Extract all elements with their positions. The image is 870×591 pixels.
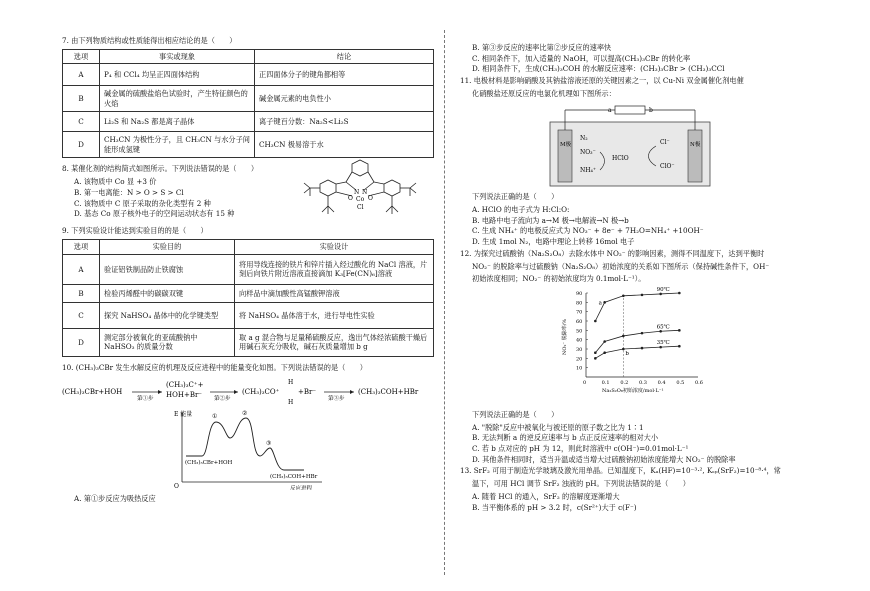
chart-point xyxy=(678,329,681,332)
svg-text:N: N xyxy=(362,189,368,197)
energy-peak3: ③ xyxy=(266,440,272,448)
q9-stem: 9. 下列实验设计能达到实验目的的是（ ） xyxy=(62,226,208,236)
mech-step3: 第③步 xyxy=(328,395,345,402)
q11-stem-2: 化硝酸盐还原反应的电氯化机理如下图所示： xyxy=(472,88,616,98)
q7-header-2: 结论 xyxy=(255,49,434,64)
mech-int1a: (CH₃)₃C⁺+ xyxy=(166,380,204,389)
q10-option-b: B. 第③步反应的速率比第②步反应的速率快 xyxy=(472,43,612,52)
q7-cell: 离子键百分数：Na₂S<Li₂S xyxy=(255,112,434,132)
q11-ask: 下列说法正确的是（ ） xyxy=(472,192,559,202)
column-divider xyxy=(444,30,445,575)
svg-text:Co: Co xyxy=(356,196,365,204)
chart-series-line xyxy=(595,346,679,358)
chart-y-tick-label: 70 xyxy=(576,309,583,316)
q7-cell: 碱金属元素的电负性小 xyxy=(255,86,434,112)
q8-block xyxy=(62,164,434,224)
chart-x-tick-label: 0.3 xyxy=(639,380,647,387)
electrolysis-cell-image xyxy=(540,102,720,190)
q10-option-c: C. 相同条件下，加入适量的 NaOH，可以提高(CH₃)₃CBr 的转化率 xyxy=(472,53,691,63)
chart-y-tick-label: 20 xyxy=(576,356,583,363)
chart-point xyxy=(622,335,625,338)
q8-option-b: B. 第一电离能：N > O > S > Cl xyxy=(74,187,184,197)
chart-point xyxy=(603,340,606,343)
chart-point xyxy=(594,357,597,360)
table-row xyxy=(63,284,434,302)
table-row xyxy=(63,132,434,158)
mech-step1: 第①步 xyxy=(137,395,154,402)
q11-option-c: C. 生成 NH₄⁺ 的电极反应式为 NO₃⁻ + 8e⁻ + 7H₂O=NH₄⁺ +10OH⁻ xyxy=(472,226,704,236)
chart-y-tick-label: 40 xyxy=(576,337,583,344)
q9-cell: 检验丙烯醛中的碳碳双键 xyxy=(100,284,235,302)
chart-series-label: 90℃ xyxy=(656,287,670,293)
q13-option-a: A. 随着 HCl 的通入，SrF₂ 的溶解度逐渐增大 xyxy=(472,491,620,501)
q8-option-d: D. 基态 Co 原子核外电子的空间运动状态有 15 种 xyxy=(74,209,235,219)
q12-ask: 下列说法正确的是（ ） xyxy=(472,409,559,419)
energy-y-label: E 能量 xyxy=(174,411,193,419)
q7-cell: D xyxy=(63,132,100,158)
q8-option-c: C. 该物质中 C 原子采取的杂化类型有 2 种 xyxy=(74,198,211,208)
chart-series-label: 65℃ xyxy=(656,324,670,331)
q13-stem-2: 温下，可用 HCl 调节 SrF₂ 浊液的 pH。下列说法错误的是（ ） xyxy=(472,479,690,489)
table-row xyxy=(63,64,434,86)
fig-clo: ClO⁻ xyxy=(660,162,675,170)
fig-n2: N₂ xyxy=(580,134,588,142)
chart-point xyxy=(594,351,597,354)
q9-header-0: 选项 xyxy=(63,240,100,255)
q13-stem-1: 13. SrF₂ 可用于制造光学玻璃及激光用单晶。已知温度下，Kₐ(HF)=10⁻³·², Kₛₚ(SrF₂)=10⁻⁸·⁴，常 xyxy=(460,466,781,476)
q9-cell: 将用导线连接的铁片和锌片插入经过酸化的 NaCl 溶液，片刻后向铁片附近溶液直接滴加 K₃[Fe(CN)₆]溶液 xyxy=(235,254,434,284)
q9-cell: D xyxy=(63,328,100,356)
fig-no3: NO₃⁻ xyxy=(580,148,596,156)
q7-cell: B xyxy=(63,86,100,112)
q12-option-d: D. 其他条件相同时，适当升温或适当增大过硫酸钠初始浓度能增大 NO₂⁻ 的脱除率 xyxy=(472,454,736,464)
table-row xyxy=(63,254,434,284)
q13-option-b: B. 当平衡体系的 pH > 3.2 时，c(Sr²⁺)大于 c(F⁻) xyxy=(472,502,637,512)
chart-x-tick-label: 0.1 xyxy=(601,380,610,387)
q7-cell: CH₃CN 为极性分子，且 CH₃CN 与水分子间能形成氢键 xyxy=(100,132,255,158)
fig-terminal-b: b xyxy=(649,106,653,114)
fig-n-electrode: N极 xyxy=(690,141,701,148)
chart-point xyxy=(641,294,644,297)
chart-y-tick-label: 80 xyxy=(576,300,583,307)
chart-point xyxy=(603,351,606,354)
fig-hclo: HClO xyxy=(612,154,629,162)
q7-header-1: 事实或现象 xyxy=(100,49,255,64)
q12-option-b: B. 无法判断 a 的逆反应速率与 b 点正反应速率的相对大小 xyxy=(472,433,659,443)
energy-product: (CH₃)₃COH+HBr xyxy=(270,474,318,481)
q9-header-1: 实验目的 xyxy=(100,240,235,255)
q12-stem-3: 初始浓度相同；NO₂⁻ 的初始浓度均为 0.1mol·L⁻¹）。 xyxy=(472,274,646,284)
energy-diagram xyxy=(172,408,372,490)
energy-origin: O xyxy=(174,483,179,491)
chart-x-tick-label: 0.4 xyxy=(657,380,666,387)
fig-terminal-a: a xyxy=(608,106,612,114)
table-row xyxy=(63,112,434,132)
fig-nh4: NH₄⁺ xyxy=(580,166,597,174)
fig-cl: Cl⁻ xyxy=(660,138,670,146)
q9-header-2: 实验设计 xyxy=(235,240,434,255)
q11-option-d: D. 生成 1mol N₂，电路中理论上转移 16mol 电子 xyxy=(472,237,635,247)
chart-point xyxy=(603,301,606,304)
q12-stem-1: 12. 为探究过硫酸钠（Na₂S₂O₈）去除水体中 NO₂⁻ 的影响因素，测得不同温度下，达到平衡时 xyxy=(460,248,765,258)
q11-option-a: A. HClO 的电子式为 H:Cl:O: xyxy=(472,205,570,215)
q10-option-d: D. 相同条件下，生成(CH₃)₃COH 的水解反应速率：(CH₃)₃CBr > (CH₃)₃CCl xyxy=(472,64,725,74)
q8-stem: 8. 某催化剂的结构简式如图所示。下列说法错误的是（ ） xyxy=(62,164,259,174)
chart-point xyxy=(622,348,625,351)
fig-m-electrode: M极 xyxy=(560,141,572,148)
chart-point xyxy=(641,332,644,335)
chart-x-tick-label: 0.6 xyxy=(695,380,703,387)
q12-option-c: C. 若 b 点对应的 pH 为 12，则此时溶液中 c(OH⁻)=0.01mol·L⁻¹ xyxy=(472,443,689,453)
mech-product: (CH₃)₃COH+HBr xyxy=(358,387,419,396)
svg-text:O: O xyxy=(348,195,353,203)
chart-point xyxy=(659,293,662,296)
q11-option-b: B. 电路中电子流向为 a→M 极→电解液→N 极→b xyxy=(472,215,629,225)
q7-header-0: 选项 xyxy=(63,49,100,64)
q7-stem: 7. 由下列物质结构或性质能得出相应结论的是（ ） xyxy=(62,36,237,45)
chart-series-label: 35℃ xyxy=(656,340,670,347)
chart-point xyxy=(678,345,681,348)
q12-option-a: A. "脱除"反应中被氧化与被还原的原子数之比为 1∶1 xyxy=(472,422,644,432)
q7-cell: Li₂S 和 Na₂S 都是离子晶体 xyxy=(100,112,255,132)
chart-series-line xyxy=(595,293,679,321)
chart-y-tick-label: 50 xyxy=(576,328,583,335)
chart-y-tick-label: 10 xyxy=(576,365,583,372)
left-column xyxy=(62,36,434,505)
chart-x-tick-label: 0 xyxy=(583,380,587,387)
chart-x-tick-label: 0.5 xyxy=(676,380,685,387)
q7-table xyxy=(62,49,434,159)
q7-cell: P₄ 和 CCl₄ 均呈正四面体结构 xyxy=(100,64,255,86)
mech-int1b: HOH+Br⁻ xyxy=(166,390,202,399)
svg-text:N: N xyxy=(354,189,360,197)
q7-cell: 碱金属的硫酸盐焰色试验时，产生特征颜色的火焰 xyxy=(100,86,255,112)
chart-x-tick-label: 0.2 xyxy=(620,380,629,387)
chart-y-label: NO₂⁻ 脱除率/% xyxy=(562,318,568,356)
q9-cell: 验证铝铁制品防止铁腐蚀 xyxy=(100,254,235,284)
q9-cell: C xyxy=(63,302,100,328)
table-row xyxy=(63,328,434,356)
mech-brm: +Br⁻ xyxy=(298,387,317,396)
q7-cell: C xyxy=(63,112,100,132)
catalyst-structure-image xyxy=(290,158,430,220)
q10-mechanism xyxy=(62,376,434,406)
q10-option-a: A. 第①步反应为吸热反应 xyxy=(74,494,156,504)
q11-stem-1: 11. 电极材料是影响硝酸及其钠盐溶液还原的关键因素之一，以 Cu-Ni 双金属催化剂电催 xyxy=(460,76,744,86)
table-row xyxy=(63,302,434,328)
mech-h2: H xyxy=(288,398,294,406)
q8-option-a: A. 该物质中 Co 显 +3 价 xyxy=(74,177,157,187)
svg-text:O: O xyxy=(368,195,373,203)
chart-x-label: Na₂S₂O₈初始浓度/mol·L⁻¹ xyxy=(602,388,664,395)
q9-cell: 取 a g 混合物与足量稀硫酸反应，逸出气体经浓硫酸干燥后用碱石灰充分吸收，碱石灰质量增加 b g xyxy=(235,328,434,356)
q9-cell: 向样品中滴加酸性高锰酸钾溶液 xyxy=(235,284,434,302)
chart-point-label-b: b xyxy=(625,351,629,358)
chart-point xyxy=(641,347,644,350)
table-row xyxy=(63,86,434,112)
chart-point xyxy=(594,320,597,323)
right-column xyxy=(460,42,810,513)
q12-stem-2: NO₂⁻ 的脱除率与过硫酸钠（Na₂S₂O₈）初始浓度的关系如下图所示（保持碱性条件下，OH⁻ xyxy=(472,261,770,271)
q9-cell: B xyxy=(63,284,100,302)
q9-cell: 测定部分被氧化的亚硫酸钠中 NaHSO₃ 的质量分数 xyxy=(100,328,235,356)
no2-removal-chart xyxy=(560,287,710,407)
q7-cell: 正四面体分子的键角都相等 xyxy=(255,64,434,86)
chart-y-tick-label: 30 xyxy=(576,347,583,354)
energy-peak1: ① xyxy=(212,413,218,421)
q9-cell: A xyxy=(63,254,100,284)
q7-cell: CH₃CN 极易溶于水 xyxy=(255,132,434,158)
svg-text:Cl: Cl xyxy=(357,204,364,212)
chart-y-tick-label: 90 xyxy=(576,291,583,298)
q10-stem: 10. (CH₃)₃CBr 发生水解反应的机理及反应进程中的能量变化如图。下列说法错误的是（ ） xyxy=(62,362,367,372)
mech-int2: (CH₃)₃CO⁺ xyxy=(242,387,280,396)
mech-h1: H xyxy=(288,378,294,386)
mech-start: (CH₃)₃CBr+HOH xyxy=(62,387,123,396)
chart-point xyxy=(678,292,681,295)
energy-peak2: ② xyxy=(242,410,248,418)
chart-y-tick-label: 60 xyxy=(576,319,583,326)
q9-cell: 探究 NaHSO₄ 晶体中的化学键类型 xyxy=(100,302,235,328)
q9-cell: 将 NaHSO₄ 晶体溶于水，进行导电性实验 xyxy=(235,302,434,328)
q7-cell: A xyxy=(63,64,100,86)
mech-step2: 第②步 xyxy=(214,395,231,402)
chart-point xyxy=(659,330,662,333)
energy-reactant: (CH₃)₃CBr+HOH xyxy=(185,460,233,467)
energy-x-label: 反应进程 xyxy=(290,486,313,491)
q9-table xyxy=(62,239,434,357)
chart-point xyxy=(659,346,662,349)
chart-point xyxy=(622,295,625,298)
chart-point-label-a: a xyxy=(598,300,602,307)
